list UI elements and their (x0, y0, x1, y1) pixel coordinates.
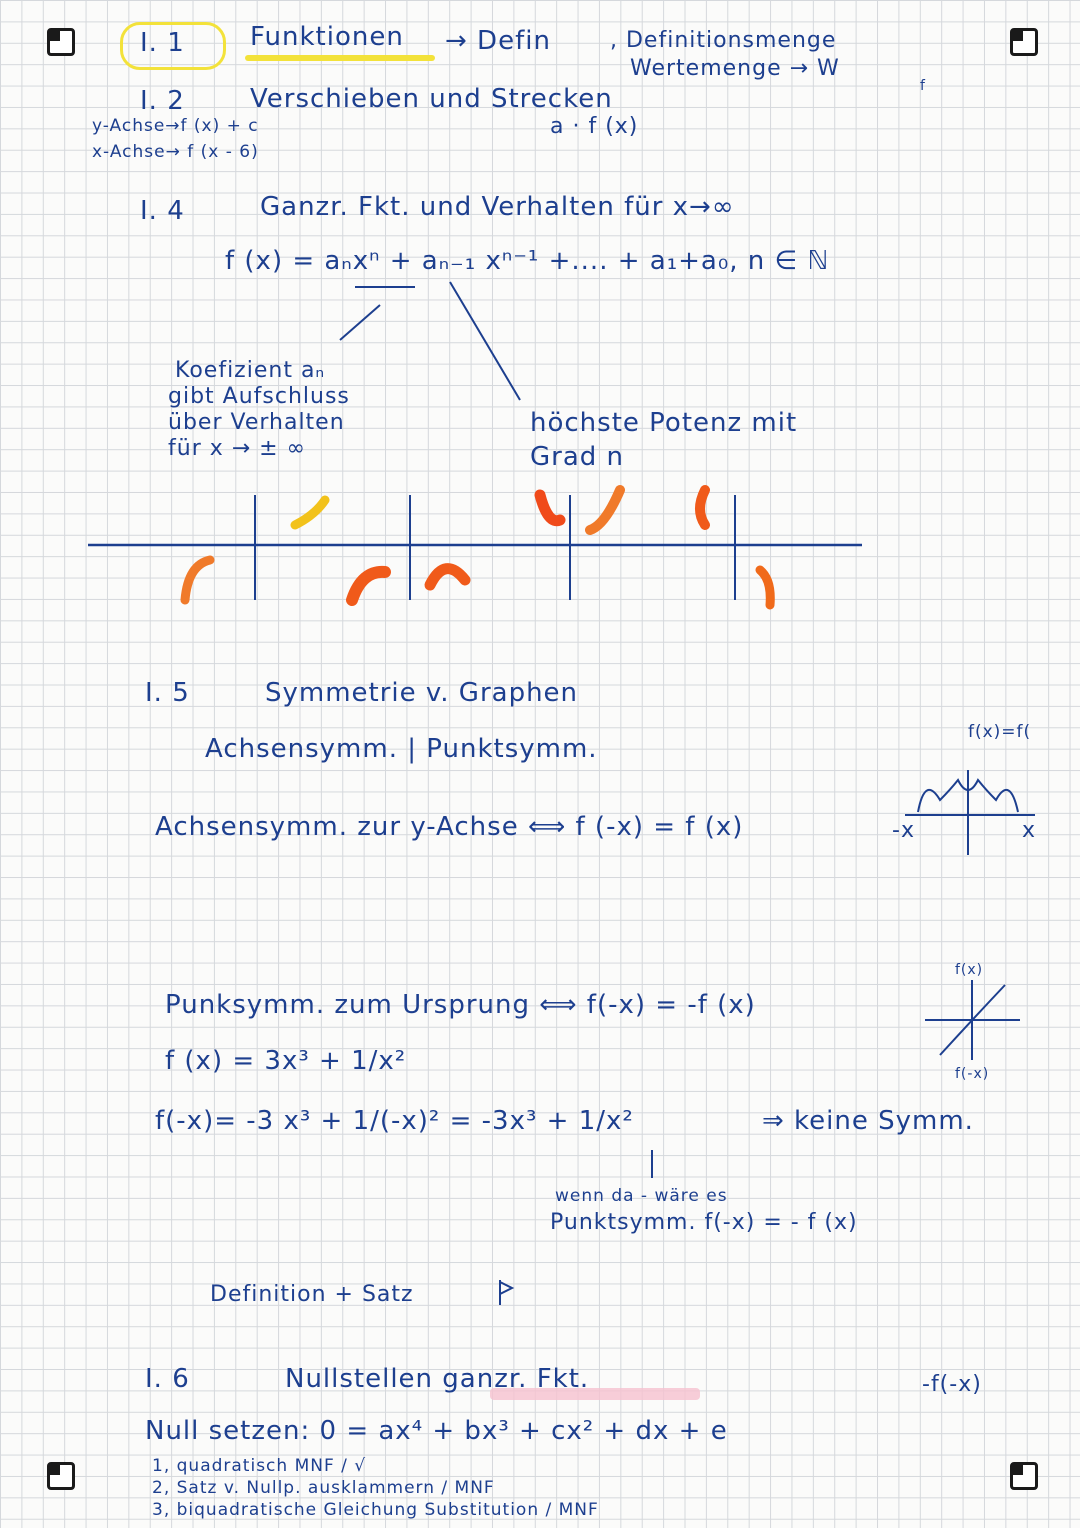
coefficient-note-2: gibt Aufschluss (168, 384, 350, 409)
fx-graph-label: f(x) (955, 962, 984, 978)
definition-flag-icon (500, 1280, 512, 1305)
sketch-neg-x-label: -x (892, 818, 915, 843)
axis-symmetry-side-label: f(x)=f( (968, 722, 1032, 742)
symmetry-note-1: wenn da - wäre es (555, 1186, 728, 1206)
arrow-to-power (450, 282, 520, 400)
section-title-6: Nullstellen ganzr. Fkt. (285, 1364, 590, 1394)
behaviour-stroke-7 (700, 490, 705, 525)
behaviour-stroke-6 (590, 490, 620, 530)
section-title-5: Symmetrie v. Graphen (265, 678, 579, 708)
behaviour-stroke-8 (760, 570, 770, 605)
behaviour-stroke-3 (352, 572, 385, 600)
section-number-2: I. 2 (140, 86, 185, 116)
behaviour-stroke-5 (540, 495, 560, 521)
behaviour-stroke-2 (295, 500, 325, 525)
null-setzen: Null setzen: 0 = ax⁴ + bx³ + cx² + dx + e (145, 1416, 728, 1446)
power-note-2: Grad n (530, 442, 625, 472)
fnegx-graph-label: f(-x) (955, 1066, 990, 1082)
definition-arrow: → Defin (445, 26, 551, 56)
coefficient-note-1: Koefizient aₙ (175, 358, 326, 383)
section-number-6: I. 6 (145, 1364, 190, 1394)
example-function: f (x) = 3x³ + 1/x² (165, 1046, 407, 1076)
section-number-5: I. 5 (145, 678, 190, 708)
stretch-formula: a · f (x) (550, 114, 639, 139)
symmetry-note-2: Punktsymm. f(-x) = - f (x) (550, 1210, 858, 1235)
shift-x-axis: x-Achse→ f (x - 6) (92, 142, 259, 162)
method-item-3: 3, biquadratische Gleichung Substitution / MNF (152, 1500, 599, 1520)
section-number-4: I. 4 (140, 196, 185, 226)
example-negated: f(-x)= -3 x³ + 1/(-x)² = -3x³ + 1/x² (155, 1106, 634, 1136)
behaviour-stroke-4 (430, 569, 465, 585)
definition-satz: Definition + Satz (210, 1282, 414, 1307)
section-title-1: Funktionen (250, 22, 404, 52)
behaviour-stroke-1 (185, 560, 210, 600)
method-item-1: 1, quadratisch MNF / √ (152, 1456, 367, 1476)
coefficient-note-3: über Verhalten (168, 410, 345, 435)
coefficient-note-4: für x → ± ∞ (168, 436, 306, 461)
sketch-pos-x-label: x (1022, 818, 1037, 843)
nullstellen-side-note: -f(-x) (922, 1372, 982, 1397)
polynomial-formula: f (x) = aₙxⁿ + aₙ₋₁ xⁿ⁻¹ +.... + a₁+a₀, n ∈ ℕ (225, 246, 830, 276)
point-symmetry-rule: Punksymm. zum Ursprung ⟺ f(-x) = -f (x) (165, 990, 756, 1020)
symmetry-result: ⇒ keine Symm. (762, 1106, 974, 1136)
axis-symmetry-rule: Achsensymm. zur y-Achse ⟺ f (-x) = f (x) (155, 812, 744, 842)
shift-y-axis: y-Achse→f (x) + c (92, 116, 259, 136)
symmetry-subtitle: Achsensymm. | Punktsymm. (205, 734, 598, 764)
section-title-2: Verschieben und Strecken (250, 84, 613, 114)
wertemenge-subscript: f (920, 78, 926, 94)
power-note-1: höchste Potenz mit (530, 408, 798, 438)
method-item-2: 2, Satz v. Nullp. ausklammern / MNF (152, 1478, 495, 1498)
section-number-1: I. 1 (140, 28, 185, 58)
arrow-to-coefficient (340, 305, 380, 340)
section-title-4: Ganzr. Fkt. und Verhalten für x→∞ (260, 192, 735, 222)
definitionsmenge: , Definitionsmenge (610, 28, 837, 53)
wertemenge: Wertemenge → W (630, 56, 840, 81)
